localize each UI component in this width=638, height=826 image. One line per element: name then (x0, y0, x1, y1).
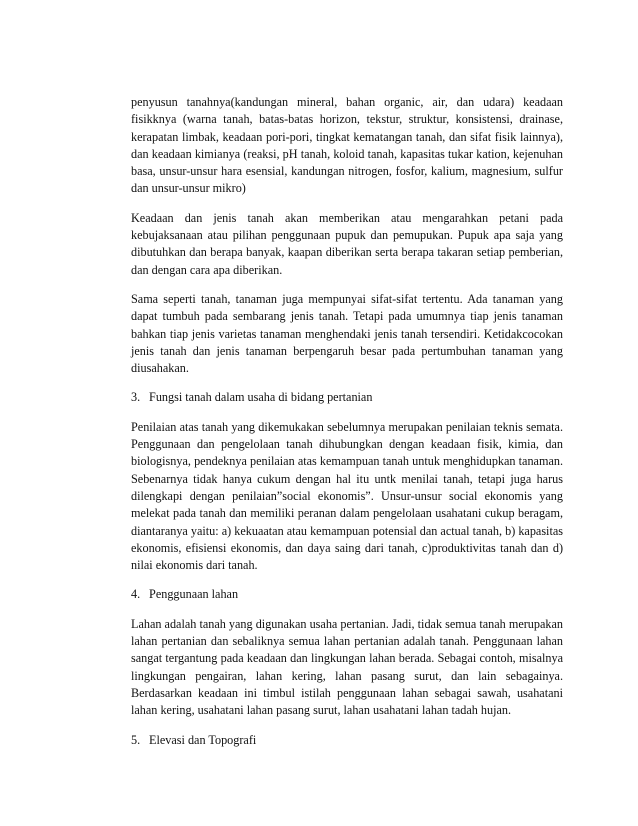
paragraph-land-function: Penilaian atas tanah yang dikemukakan sebelumnya merupakan penilaian teknis semata. Penggunaan dan pengelolaan tanah dihubungkan dengan keadaan fisik, kimia, dan biologisnya, pendeknya penilaian atas kemampuan tanah untuk menghidupkan tanaman. Sebenarnya tidak hanya cukum dengan hal itu untk menilai tanah, tetapi juga harus dilengkapi dengan penilaian”social ekonomis”. Unsur-unsur social ekonomis yang melekat pada tanah dan memiliki peranan dalam pengelolaan usahatani cukup beragam, diantaranya yaitu: a) kekuaatan atau kemampuan potensial dan actual tanah, b) kapasitas ekonomis, efisiensi ekonomis, dan daya saing dari tanah, c)produktivitas tanah dan d) nilai ekonomis dari tanah. (131, 419, 563, 573)
section-heading-4 (131, 586, 563, 603)
section-title: Elevasi dan Topografi (149, 732, 257, 747)
paragraph-soil-properties: penyusun tanahnya(kandungan mineral, bahan organic, air, dan udara) keadaan fisikknya (warna tanah, batas-batas horizon, tekstur, struktur, konsistensi, drainase, kerapatan limbak, keadaan pori-pori, tingkat kematangan tanah, dan sifat fisik lainnya), dan keadaan kimianya (reaksi, pH tanah, koloid tanah, kapasitas tukar kation, kejenuhan basa, unsur-unsur hara esensial, kandungan nitrogen, fosfor, kalium, magnesium, sulfur dan unsur-unsur mikro) (131, 95, 563, 196)
section-title: Fungsi tanah dalam usaha di bidang pertanian (149, 390, 373, 405)
section-title: Penggunaan lahan (149, 587, 239, 602)
paragraph-plant-properties: Sama seperti tanah, tanaman juga mempunyai sifat-sifat tertentu. Ada tanaman yang dapat tumbuh pada sembarang jenis tanah. Tetapi pada umumnya tiap jenis tanaman bahkan tiap jenis varietas tanaman menghendaki jenis tanah tersendiri. Ketidakcocokan jenis tanah dan jenis tanaman berpengaruh besar pada pertumbuhan tanaman yang diusahakan. (131, 291, 563, 376)
section-heading-5 (131, 732, 563, 749)
section-number: 4. (131, 587, 141, 602)
paragraph-land-use: Lahan adalah tanah yang digunakan usaha pertanian. Jadi, tidak semua tanah merupakan lahan pertanian dan sebaliknya semua lahan pertanian adalah tanah. Penggunaan lahan sangat tergantung pada keadaan dan lingkungan lahan berada. Sebagai contoh, misalnya lingkungan pengairan, lahan kering, lahan pasang surut, dan lain sebagainya. Berdasarkan keadaan ini timbul istilah penggunaan lahan sebagai sawah, usahatani lahan kering, usahatani lahan pasang surut, lahan usahatani lahan tadah hujan. (131, 616, 563, 718)
section-number: 5. (131, 732, 141, 747)
section-number: 3. (131, 390, 141, 405)
paragraph-fertilizer: Keadaan dan jenis tanah akan memberikan atau mengarahkan petani pada kebujaksanaan atau pilihan penggunaan pupuk dan pemupukan. Pupuk apa saja yang dibutuhkan dan berapa banyak, kaapan diberikan serta berapa takaran setiap pemberian, dan dengan cara apa diberikan. (131, 210, 563, 277)
section-heading-3 (131, 389, 563, 406)
document-body (131, 94, 563, 761)
